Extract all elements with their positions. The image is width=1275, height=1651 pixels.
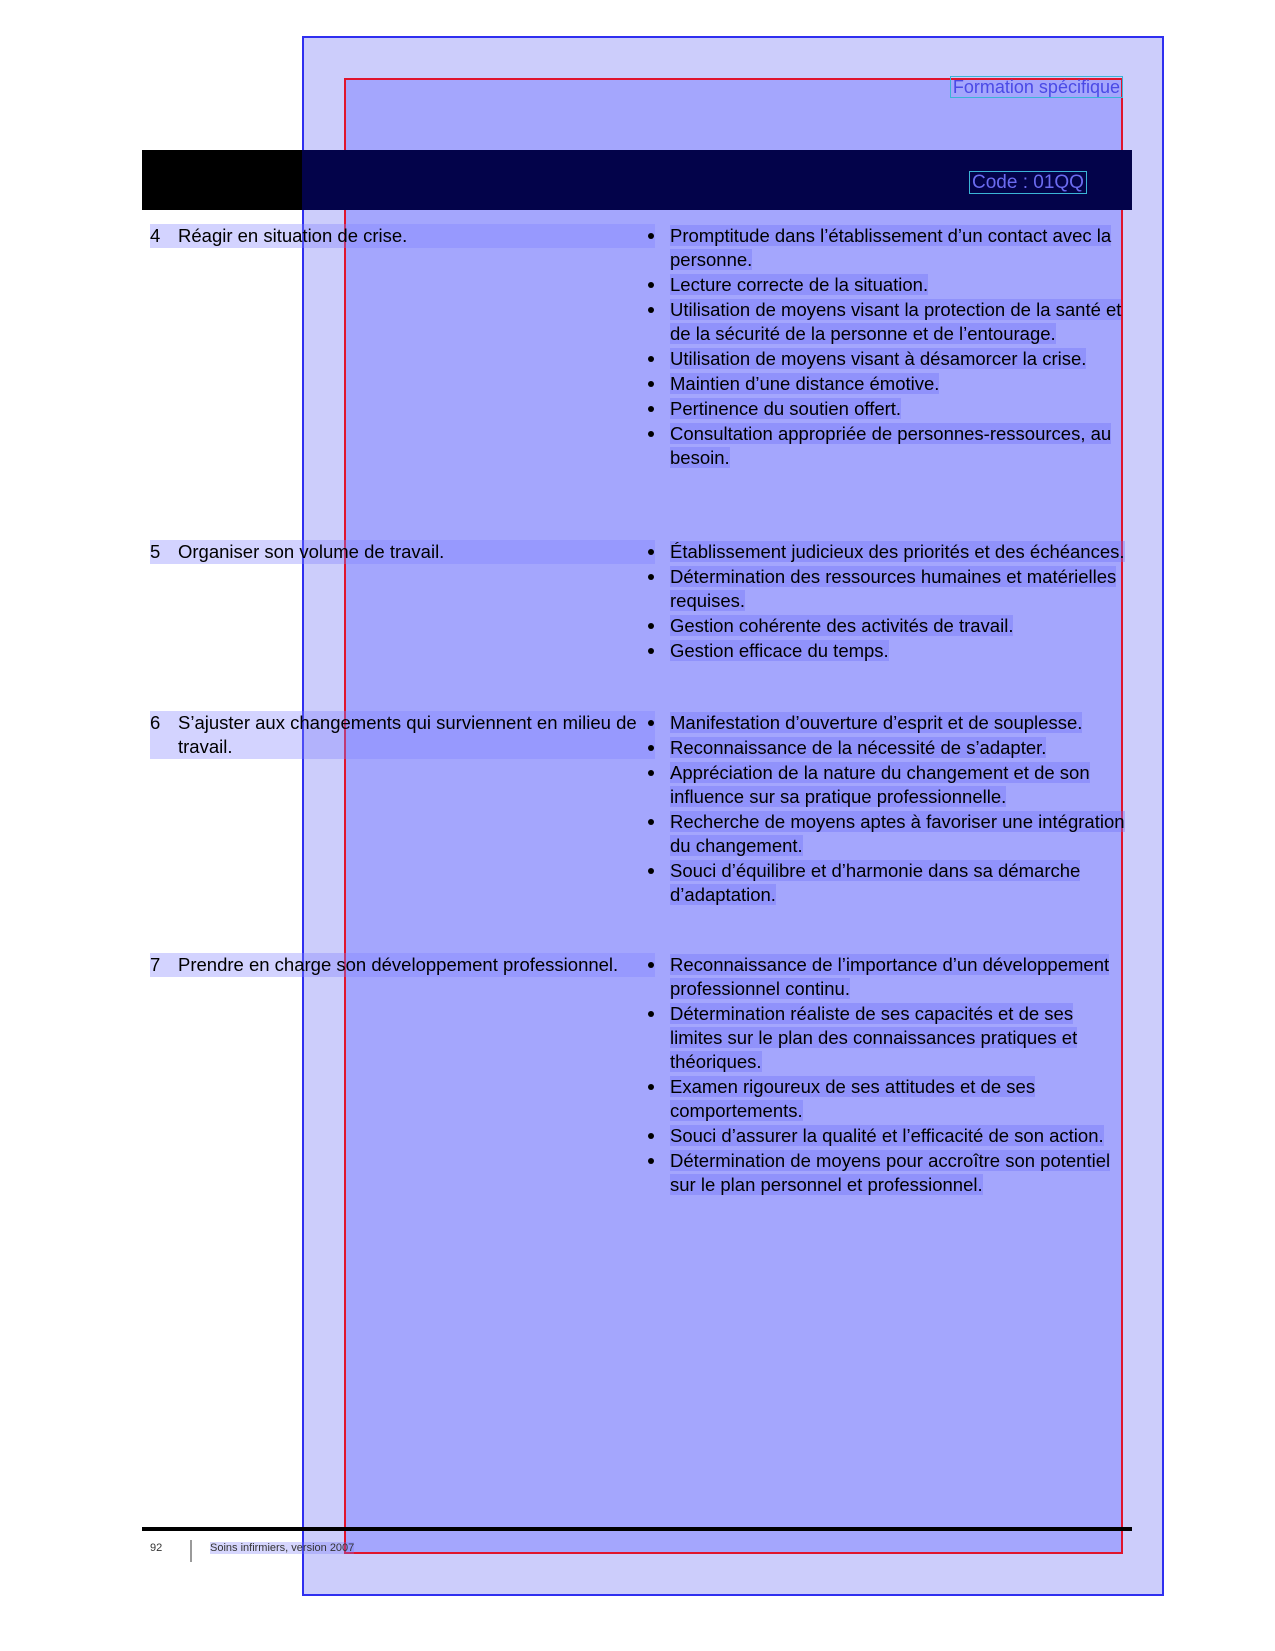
- bullet-icon: [648, 1158, 654, 1164]
- criteria-list: [648, 540, 1128, 664]
- bullet-icon: [648, 770, 654, 776]
- competency-title: Prendre en charge son développement professionnel.: [178, 954, 619, 975]
- criterion: Gestion cohérente des activités de travail.: [648, 614, 1128, 638]
- bullet-icon: [648, 549, 654, 555]
- bullet-icon: [648, 282, 654, 288]
- program-code: Code : 01QQ: [969, 171, 1087, 194]
- criterion: Promptitude dans l’établissement d’un contact avec la personne.: [648, 224, 1128, 272]
- criterion: Examen rigoureux de ses attitudes et de ses comportements.: [648, 1075, 1128, 1123]
- criterion: Appréciation de la nature du changement et de son influence sur sa pratique professionnelle.: [648, 761, 1128, 809]
- bullet-icon: [648, 648, 654, 654]
- bullet-icon: [648, 1133, 654, 1139]
- bullet-icon: [648, 406, 654, 412]
- competency-number: 4: [150, 225, 161, 246]
- criterion: Manifestation d’ouverture d’esprit et de souplesse.: [648, 711, 1128, 735]
- bullet-icon: [648, 720, 654, 726]
- criterion: Pertinence du soutien offert.: [648, 397, 1128, 421]
- bullet-icon: [648, 868, 654, 874]
- criterion: Reconnaissance de la nécessité de s’adapter.: [648, 736, 1128, 760]
- competency-number: 5: [150, 541, 161, 562]
- page-number: 92: [150, 1542, 163, 1554]
- criterion: Utilisation de moyens visant la protection de la santé et de la sécurité de la personne et de l’entourage.: [648, 298, 1128, 346]
- competency-title: Organiser son volume de travail.: [178, 541, 445, 562]
- criterion: Détermination réaliste de ses capacités et de ses limites sur le plan des connaissances pratiques et théoriques.: [648, 1002, 1128, 1074]
- bullet-icon: [648, 307, 654, 313]
- bullet-icon: [648, 356, 654, 362]
- criterion: Établissement judicieux des priorités et des échéances.: [648, 540, 1128, 564]
- criterion: Utilisation de moyens visant à désamorcer la crise.: [648, 347, 1128, 371]
- footer-separator: [190, 1540, 192, 1562]
- criterion: Détermination de moyens pour accroître son potentiel sur le plan personnel et professionnel.: [648, 1149, 1128, 1197]
- competency-element: [150, 540, 655, 564]
- footer-document-title: Soins infirmiers, version 2007: [210, 1542, 355, 1554]
- bullet-icon: [648, 381, 654, 387]
- footer-rule: [142, 1527, 1132, 1531]
- bullet-icon: [648, 1084, 654, 1090]
- criterion: Détermination des ressources humaines et matérielles requises.: [648, 565, 1128, 613]
- criterion: Consultation appropriée de personnes-ressources, au besoin.: [648, 422, 1128, 470]
- section-label: Formation spécifique: [950, 76, 1123, 98]
- criteria-list: [648, 953, 1128, 1198]
- bullet-icon: [648, 233, 654, 239]
- competency-title: Réagir en situation de crise.: [178, 225, 408, 246]
- competency-element: [150, 953, 655, 977]
- criterion: Gestion efficace du temps.: [648, 639, 1128, 663]
- criterion: Maintien d’une distance émotive.: [648, 372, 1128, 396]
- criterion: Recherche de moyens aptes à favoriser une intégration du changement.: [648, 810, 1128, 858]
- competency-element: [150, 224, 655, 248]
- bullet-icon: [648, 431, 654, 437]
- bullet-icon: [648, 962, 654, 968]
- bullet-icon: [648, 745, 654, 751]
- competency-number: 7: [150, 954, 161, 975]
- criterion: Reconnaissance de l’importance d’un développement professionnel continu.: [648, 953, 1128, 1001]
- criterion: Souci d’assurer la qualité et l’efficacité de son action.: [648, 1124, 1128, 1148]
- bullet-icon: [648, 574, 654, 580]
- bullet-icon: [648, 623, 654, 629]
- criterion: Souci d’équilibre et d’harmonie dans sa démarche d’adaptation.: [648, 859, 1128, 907]
- competency-number: 6: [150, 712, 161, 733]
- competency-element: [150, 711, 655, 759]
- criteria-list: [648, 224, 1128, 471]
- bullet-icon: [648, 819, 654, 825]
- competency-title: S’ajuster aux changements qui surviennent en milieu de travail.: [178, 712, 637, 757]
- criteria-list: [648, 711, 1128, 908]
- criterion: Lecture correcte de la situation.: [648, 273, 1128, 297]
- bullet-icon: [648, 1011, 654, 1017]
